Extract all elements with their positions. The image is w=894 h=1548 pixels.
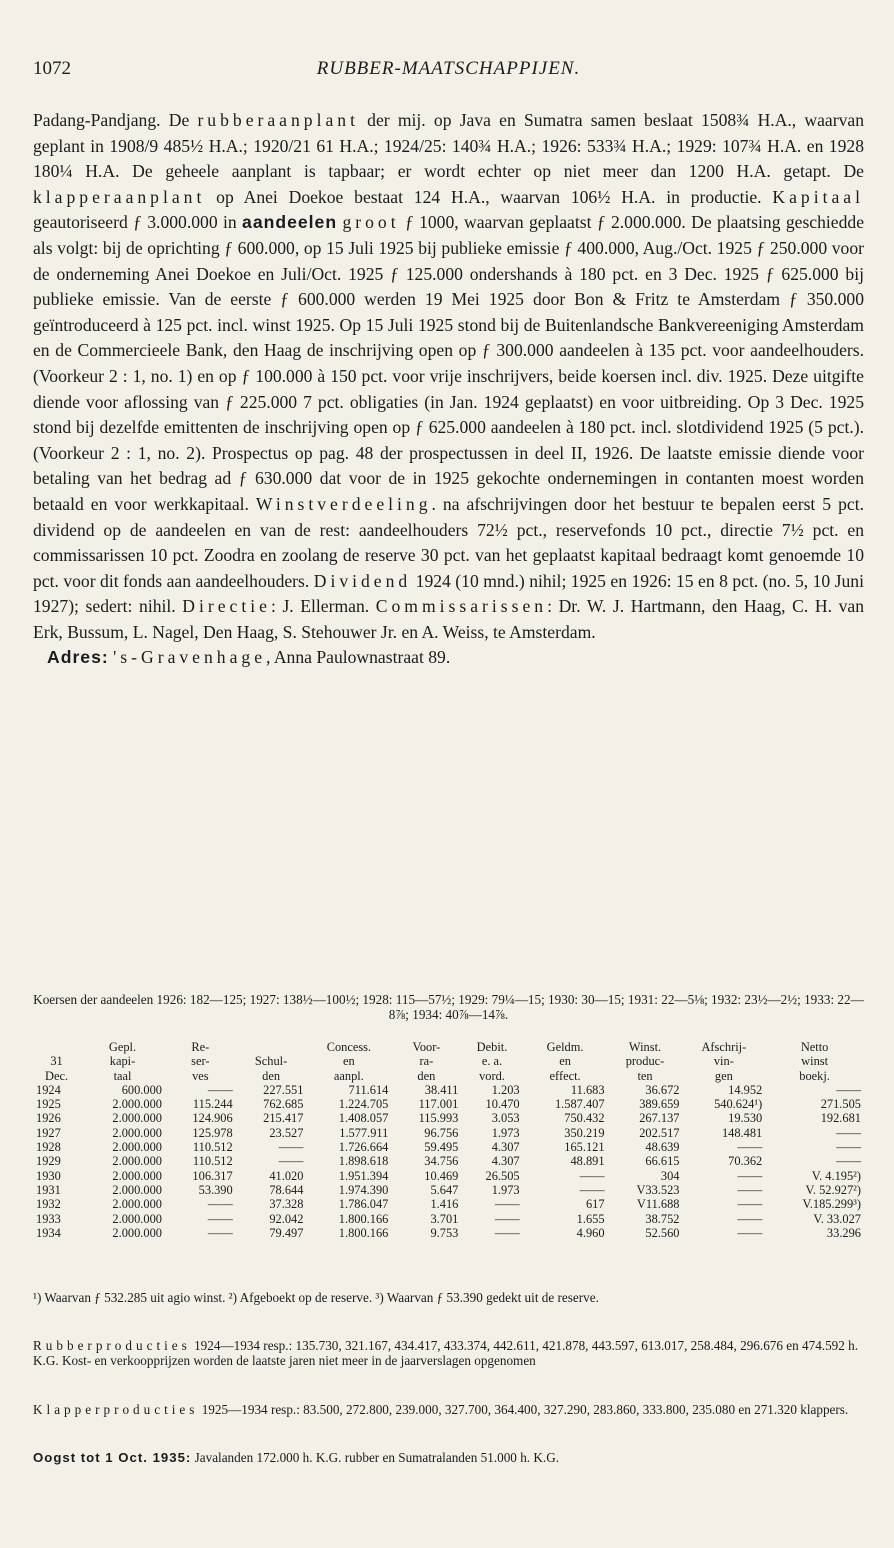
klapper-label: Klapperproducties — [33, 1402, 199, 1417]
table-cell: 1929 — [36, 1154, 61, 1169]
column-header: Debit. e. a. vord. — [476, 1040, 508, 1083]
table-cell: 38.411 — [424, 1082, 459, 1097]
table-cell: —— — [836, 1125, 861, 1140]
table-cell: —— — [737, 1140, 763, 1155]
table-cell: 2.000.000 — [112, 1182, 162, 1197]
table-row — [33, 1197, 864, 1211]
address-line — [33, 645, 864, 671]
table-cell: 92.042 — [269, 1211, 304, 1226]
column-header: Re- ser- ves — [191, 1040, 210, 1083]
financial-table — [33, 1040, 864, 1240]
table-cell: 70.362 — [728, 1154, 763, 1169]
table-cell: 9.753 — [430, 1225, 459, 1240]
address-city: 's-Gravenhage — [113, 647, 267, 668]
table-cell: 1.726.664 — [338, 1140, 389, 1155]
table-cell: 1.951.394 — [338, 1168, 389, 1183]
page-header — [33, 58, 864, 86]
table-cell: 1.973 — [491, 1182, 520, 1197]
table-cell: 711.614 — [348, 1082, 389, 1097]
term-groot: groot — [342, 212, 400, 233]
table-cell: 2.000.000 — [112, 1225, 162, 1240]
table-cell: 5.647 — [430, 1182, 459, 1197]
table-cell: 96.756 — [424, 1125, 459, 1140]
table-cell: 1931 — [36, 1182, 61, 1197]
table-cell: 117.001 — [418, 1097, 459, 1112]
table-cell: 304 — [660, 1168, 680, 1183]
column-header: Gepl. kapi- taal — [108, 1040, 137, 1083]
table-cell: —— — [494, 1197, 520, 1212]
table-cell: 36.672 — [645, 1082, 680, 1097]
table-row — [33, 1126, 864, 1140]
table-row — [33, 1226, 864, 1240]
table-cell: 1.786.047 — [338, 1197, 389, 1212]
table-cell: 1925 — [36, 1097, 61, 1112]
table-row — [33, 1083, 864, 1097]
term-aandeelen: aandeelen — [242, 212, 338, 233]
table-cell: —— — [278, 1140, 304, 1155]
table-row — [33, 1140, 864, 1154]
table-cell: 2.000.000 — [112, 1168, 162, 1183]
table-cell: 26.505 — [485, 1168, 520, 1183]
table-cell: 1.973 — [491, 1125, 520, 1140]
table-cell: 38.752 — [645, 1211, 680, 1226]
table-cell: 23.527 — [269, 1125, 304, 1140]
table-cell: 110.512 — [192, 1154, 233, 1169]
address-label: Adres: — [47, 647, 109, 668]
rubber-text: 1924—1934 resp.: 135.730, 321.167, 434.417, 433.374, 442.611, 421.878, 443.597, 613.017, 258.484, 296.676 en 474.592 h. K.G. Kost- en verkoopprijzen worden de laatste jaren niet meer in de jaarverslagen opgenomen — [33, 1338, 859, 1368]
table-cell: 115.993 — [418, 1111, 459, 1126]
column-header: Concess. en aanpl. — [326, 1040, 372, 1083]
table-cell: 10.469 — [424, 1168, 459, 1183]
table-cell: 267.137 — [639, 1111, 680, 1126]
table-cell: 540.624¹) — [714, 1097, 763, 1112]
table-cell: 227.551 — [263, 1082, 304, 1097]
term-dividend: Dividend — [313, 570, 412, 591]
table-cell: 1927 — [36, 1125, 61, 1140]
table-cell: 14.952 — [728, 1082, 763, 1097]
running-title: RUBBER-MAATSCHAPPIJEN. — [316, 58, 581, 79]
table-cell: 3.701 — [430, 1211, 459, 1226]
rubber-productions — [33, 1338, 864, 1368]
page-number: 1072 — [33, 58, 71, 79]
table-row — [33, 1169, 864, 1183]
table-cell: 66.615 — [645, 1154, 680, 1169]
table-cell: 192.681 — [820, 1111, 861, 1126]
table-row — [33, 1097, 864, 1111]
harvest-note — [33, 1450, 864, 1465]
table-cell: 59.495 — [424, 1140, 459, 1155]
table-cell: 165.121 — [564, 1140, 605, 1155]
table-cell: 1.416 — [430, 1197, 459, 1212]
table-cell: 202.517 — [639, 1125, 680, 1140]
table-cell: —— — [836, 1140, 861, 1155]
table-cell: —— — [737, 1211, 763, 1226]
table-cell: V33.523 — [636, 1182, 680, 1197]
table-header-row — [33, 1040, 864, 1083]
table-cell: 1933 — [36, 1211, 61, 1226]
table-cell: 4.307 — [491, 1140, 520, 1155]
table-cell: 19.530 — [728, 1111, 763, 1126]
table-cell: 1932 — [36, 1197, 61, 1212]
table-cell: —— — [737, 1168, 763, 1183]
klapper-text: 1925—1934 resp.: 83.500, 272.800, 239.000, 327.700, 364.400, 327.290, 283.860, 333.800, 235.080 en 271.320 klappers. — [198, 1402, 849, 1417]
table-cell: 2.000.000 — [112, 1111, 162, 1126]
table-cell: 2.000.000 — [112, 1154, 162, 1169]
table-cell: 115.244 — [192, 1097, 233, 1112]
table-cell: 617 — [585, 1197, 605, 1212]
term-winstverdeeling: Winstverdeeling — [255, 493, 432, 514]
table-cell: 600.000 — [121, 1082, 162, 1097]
table-cell: 1.203 — [491, 1082, 520, 1097]
table-cell: 125.978 — [192, 1125, 233, 1140]
table-cell: —— — [836, 1154, 861, 1169]
table-cell: —— — [494, 1211, 520, 1226]
term-commissarissen: Commissarissen — [375, 596, 548, 617]
table-cell: V. 4.195²) — [811, 1168, 861, 1183]
table-cell: 2.000.000 — [112, 1140, 162, 1155]
table-cell: 41.020 — [269, 1168, 304, 1183]
table-cell: 48.639 — [645, 1140, 680, 1155]
term-rubberaanplant: rubberaanplant — [197, 110, 359, 130]
table-cell: 37.328 — [269, 1197, 304, 1212]
column-header: 31 Dec. — [45, 1054, 69, 1083]
column-header: Voor- ra- den — [412, 1040, 441, 1083]
table-cell: —— — [278, 1154, 304, 1169]
table-cell: 1930 — [36, 1168, 61, 1183]
column-header: Netto winst boekj. — [799, 1040, 830, 1083]
table-cell: 1934 — [36, 1225, 61, 1240]
table-cell: V. 33.027 — [813, 1211, 861, 1226]
table-cell: —— — [207, 1197, 233, 1212]
table-cell: —— — [836, 1082, 861, 1097]
rubber-label: Rubberproducties — [33, 1338, 191, 1353]
table-cell: 11.683 — [570, 1082, 605, 1097]
table-cell: 2.000.000 — [112, 1197, 162, 1212]
table-row — [33, 1212, 864, 1226]
table-cell: 1.577.911 — [339, 1125, 389, 1140]
table-cell: 1.898.618 — [338, 1154, 389, 1169]
table-cell: 350.219 — [564, 1125, 605, 1140]
table-cell: V.185.299³) — [802, 1197, 861, 1212]
table-cell: 1928 — [36, 1140, 61, 1155]
table-cell: 4.307 — [491, 1154, 520, 1169]
table-cell: V. 52.927²) — [805, 1182, 861, 1197]
table-row — [33, 1183, 864, 1197]
table-cell: 1.587.407 — [554, 1097, 605, 1112]
table-cell: —— — [737, 1197, 763, 1212]
table-cell: 1.655 — [576, 1211, 605, 1226]
address-street: , Anna Paulownastraat 89. — [266, 647, 451, 668]
table-cell: —— — [579, 1182, 605, 1197]
table-cell: —— — [207, 1211, 233, 1226]
table-cell: —— — [207, 1225, 233, 1240]
table-cell: 215.417 — [263, 1111, 304, 1126]
table-cell: 1926 — [36, 1111, 61, 1126]
table-cell: 10.470 — [485, 1097, 520, 1112]
table-cell: 48.891 — [570, 1154, 605, 1169]
term-kapitaal: Kapitaal — [772, 186, 864, 207]
table-cell: 3.053 — [491, 1111, 520, 1126]
table-cell: 1.408.057 — [338, 1111, 389, 1126]
table-cell: 750.432 — [564, 1111, 605, 1126]
table-cell: 148.481 — [721, 1125, 763, 1140]
column-header: Winst. produc- ten — [625, 1040, 665, 1083]
table-cell: —— — [207, 1082, 233, 1097]
term-klapperaanplant: klapperaanplant — [33, 186, 206, 207]
table-cell: 53.390 — [198, 1182, 233, 1197]
table-cell: 2.000.000 — [112, 1097, 162, 1112]
table-row — [33, 1154, 864, 1168]
table-cell: 762.685 — [263, 1097, 304, 1112]
share-prices: Koersen der aandeelen 1926: 182—125; 1927: 138½—100½; 1928: 115—57½; 1929: 79¼—15; 1930: 30—15; 1931: 22—5⅛; 1932: 23½—2½; 1933: 22—8⅞; 1934: 40⅞—14⅞. — [33, 992, 864, 1022]
table-cell: 52.560 — [645, 1225, 680, 1240]
table-cell: 1.224.705 — [338, 1097, 389, 1112]
table-cell: 79.497 — [269, 1225, 304, 1240]
table-cell: —— — [579, 1168, 605, 1183]
term-directie: Directie — [182, 596, 271, 617]
table-cell: 389.659 — [639, 1097, 680, 1112]
table-cell: 78.644 — [269, 1182, 304, 1197]
table-cell: 106.317 — [192, 1168, 233, 1183]
table-body — [33, 1083, 864, 1240]
table-cell: V11.688 — [636, 1197, 680, 1212]
column-header: Afschrij- vin- gen — [701, 1040, 747, 1083]
company-description: Padang-Pandjang. De rubberaanplant der mij. op Java en Sumatra samen beslaat 1508¾ H.A., waarvan geplant in 1908/9 485½ H.A.; 1920/21 61 H.A.; 1924/25: 140¾ H.A.; 1926: 533¾ H.A.; 1929: 107¾ H.A. en 1928 180¼ H.A. De geheele aanplant is tapbaar; er wordt echter op niet meer dan 1200 H.A. getapt. De klapperaanplant op Anei Doekoe bestaat 124 H.A., waarvan 106½ H.A. in productie. Kapitaal geautoriseerd ƒ 3.000.000 in aandeelen groot ƒ 1000, waarvan geplaatst ƒ 2.000.000. De plaatsing geschiedde als volgt: bij de oprichting ƒ 600.000, op 15 Juli 1925 bij publieke emissie ƒ 400.000, Aug./Oct. 1925 ƒ 250.000 voor de onderneming Anei Doekoe en Juli/Oct. 1925 ƒ 125.000 ondershands à 180 pct. en 3 Dec. 1925 ƒ 625.000 bij publieke emissie. Van de eerste ƒ 600.000 werden 19 Mei 1925 door Bon & Fritz te Amsterdam ƒ 350.000 geïntroduceerd à 125 pct. incl. winst 1925. Op 15 Juli 1925 stond bij de Buitenlandsche Bankvereeniging Amsterdam en de Commercieele Bank, den Haag de inschrijving open op ƒ 300.000 aandeelen à 135 pct. voor aandeelhouders. (Voorkeur 2 : 1, no. 1) en op ƒ 100.000 à 150 pct. voor vrije inschrijvers, beide koersen incl. div. 1925. Deze uitgifte diende voor aflossing van ƒ 225.000 7 pct. obligaties (in Jan. 1924 geplaatst) en voor uitbreiding. Op 3 Dec. 1925 stond bij dezelfde emittenten de inschrijving open op ƒ 625.000 aandeelen à 180 pct. incl. slotdividend 1925 (5 pct.). (Voorkeur 2 : 1, no. 2). Prospectus op pag. 48 der prospectussen in deel II, 1926. De laatste emissie diende voor betaling van het bedrag ad ƒ 630.000 dat voor de in 1925 gekochte ondernemingen in contanten moest worden betaald en voor werkkapitaal. Winstverdeeling. na afschrijvingen door het bestuur te bepalen eerst 5 pct. dividend op de aandeelen en van de rest: aandeelhouders 72½ pct., reservefonds 10 pct., directie 7½ pct. en commissarissen 10 pct. Zoodra en zoolang de reserve 30 pct. van het geplaatst kapitaal bedraagt komt genoemde 10 pct. voor dit fonds aan aandeelhouders. Dividend 1924 (10 mnd.) nihil; 1925 en 1926: 15 en 8 pct. (no. 5, 10 Juni 1927); sedert: nihil. Directie: J. Ellerman. Commissarissen: Dr. W. J. Hartmann, den Haag, C. H. van Erk, Bussum, L. Nagel, Den Haag, S. Stehouwer Jr. en A. Weiss, te Amsterdam. Adres: 's-Gravenhage, Anna Paulownastraat 89. — [33, 108, 864, 671]
harvest-text: Javalanden 172.000 h. K.G. rubber en Sumatralanden 51.000 h. K.G. — [191, 1450, 560, 1465]
table-cell: 110.512 — [192, 1140, 233, 1155]
klapper-productions — [33, 1402, 864, 1417]
table-row — [33, 1111, 864, 1125]
table-cell: 1924 — [36, 1082, 61, 1097]
table-cell: —— — [737, 1225, 763, 1240]
table-cell: —— — [737, 1182, 763, 1197]
column-header: Geldm. en effect. — [546, 1040, 584, 1083]
table-cell: 2.000.000 — [112, 1211, 162, 1226]
table-cell: 124.906 — [192, 1111, 233, 1126]
table-cell: 2.000.000 — [112, 1125, 162, 1140]
table-cell: —— — [494, 1225, 520, 1240]
table-cell: 271.505 — [820, 1097, 861, 1112]
table-cell: 34.756 — [424, 1154, 459, 1169]
column-header: Schul- den — [254, 1054, 288, 1083]
table-cell: 1.800.166 — [338, 1225, 389, 1240]
table-footnotes: ¹) Waarvan ƒ 532.285 uit agio winst. ²) Afgeboekt op de reserve. ³) Waarvan ƒ 53.390 gedekt uit de reserve. — [33, 1290, 599, 1305]
harvest-label: Oogst tot 1 Oct. 1935: — [33, 1450, 192, 1465]
table-cell: 33.296 — [826, 1225, 861, 1240]
table-cell: 1.974.390 — [338, 1182, 389, 1197]
table-cell: 1.800.166 — [338, 1211, 389, 1226]
table-cell: 4.960 — [576, 1225, 605, 1240]
